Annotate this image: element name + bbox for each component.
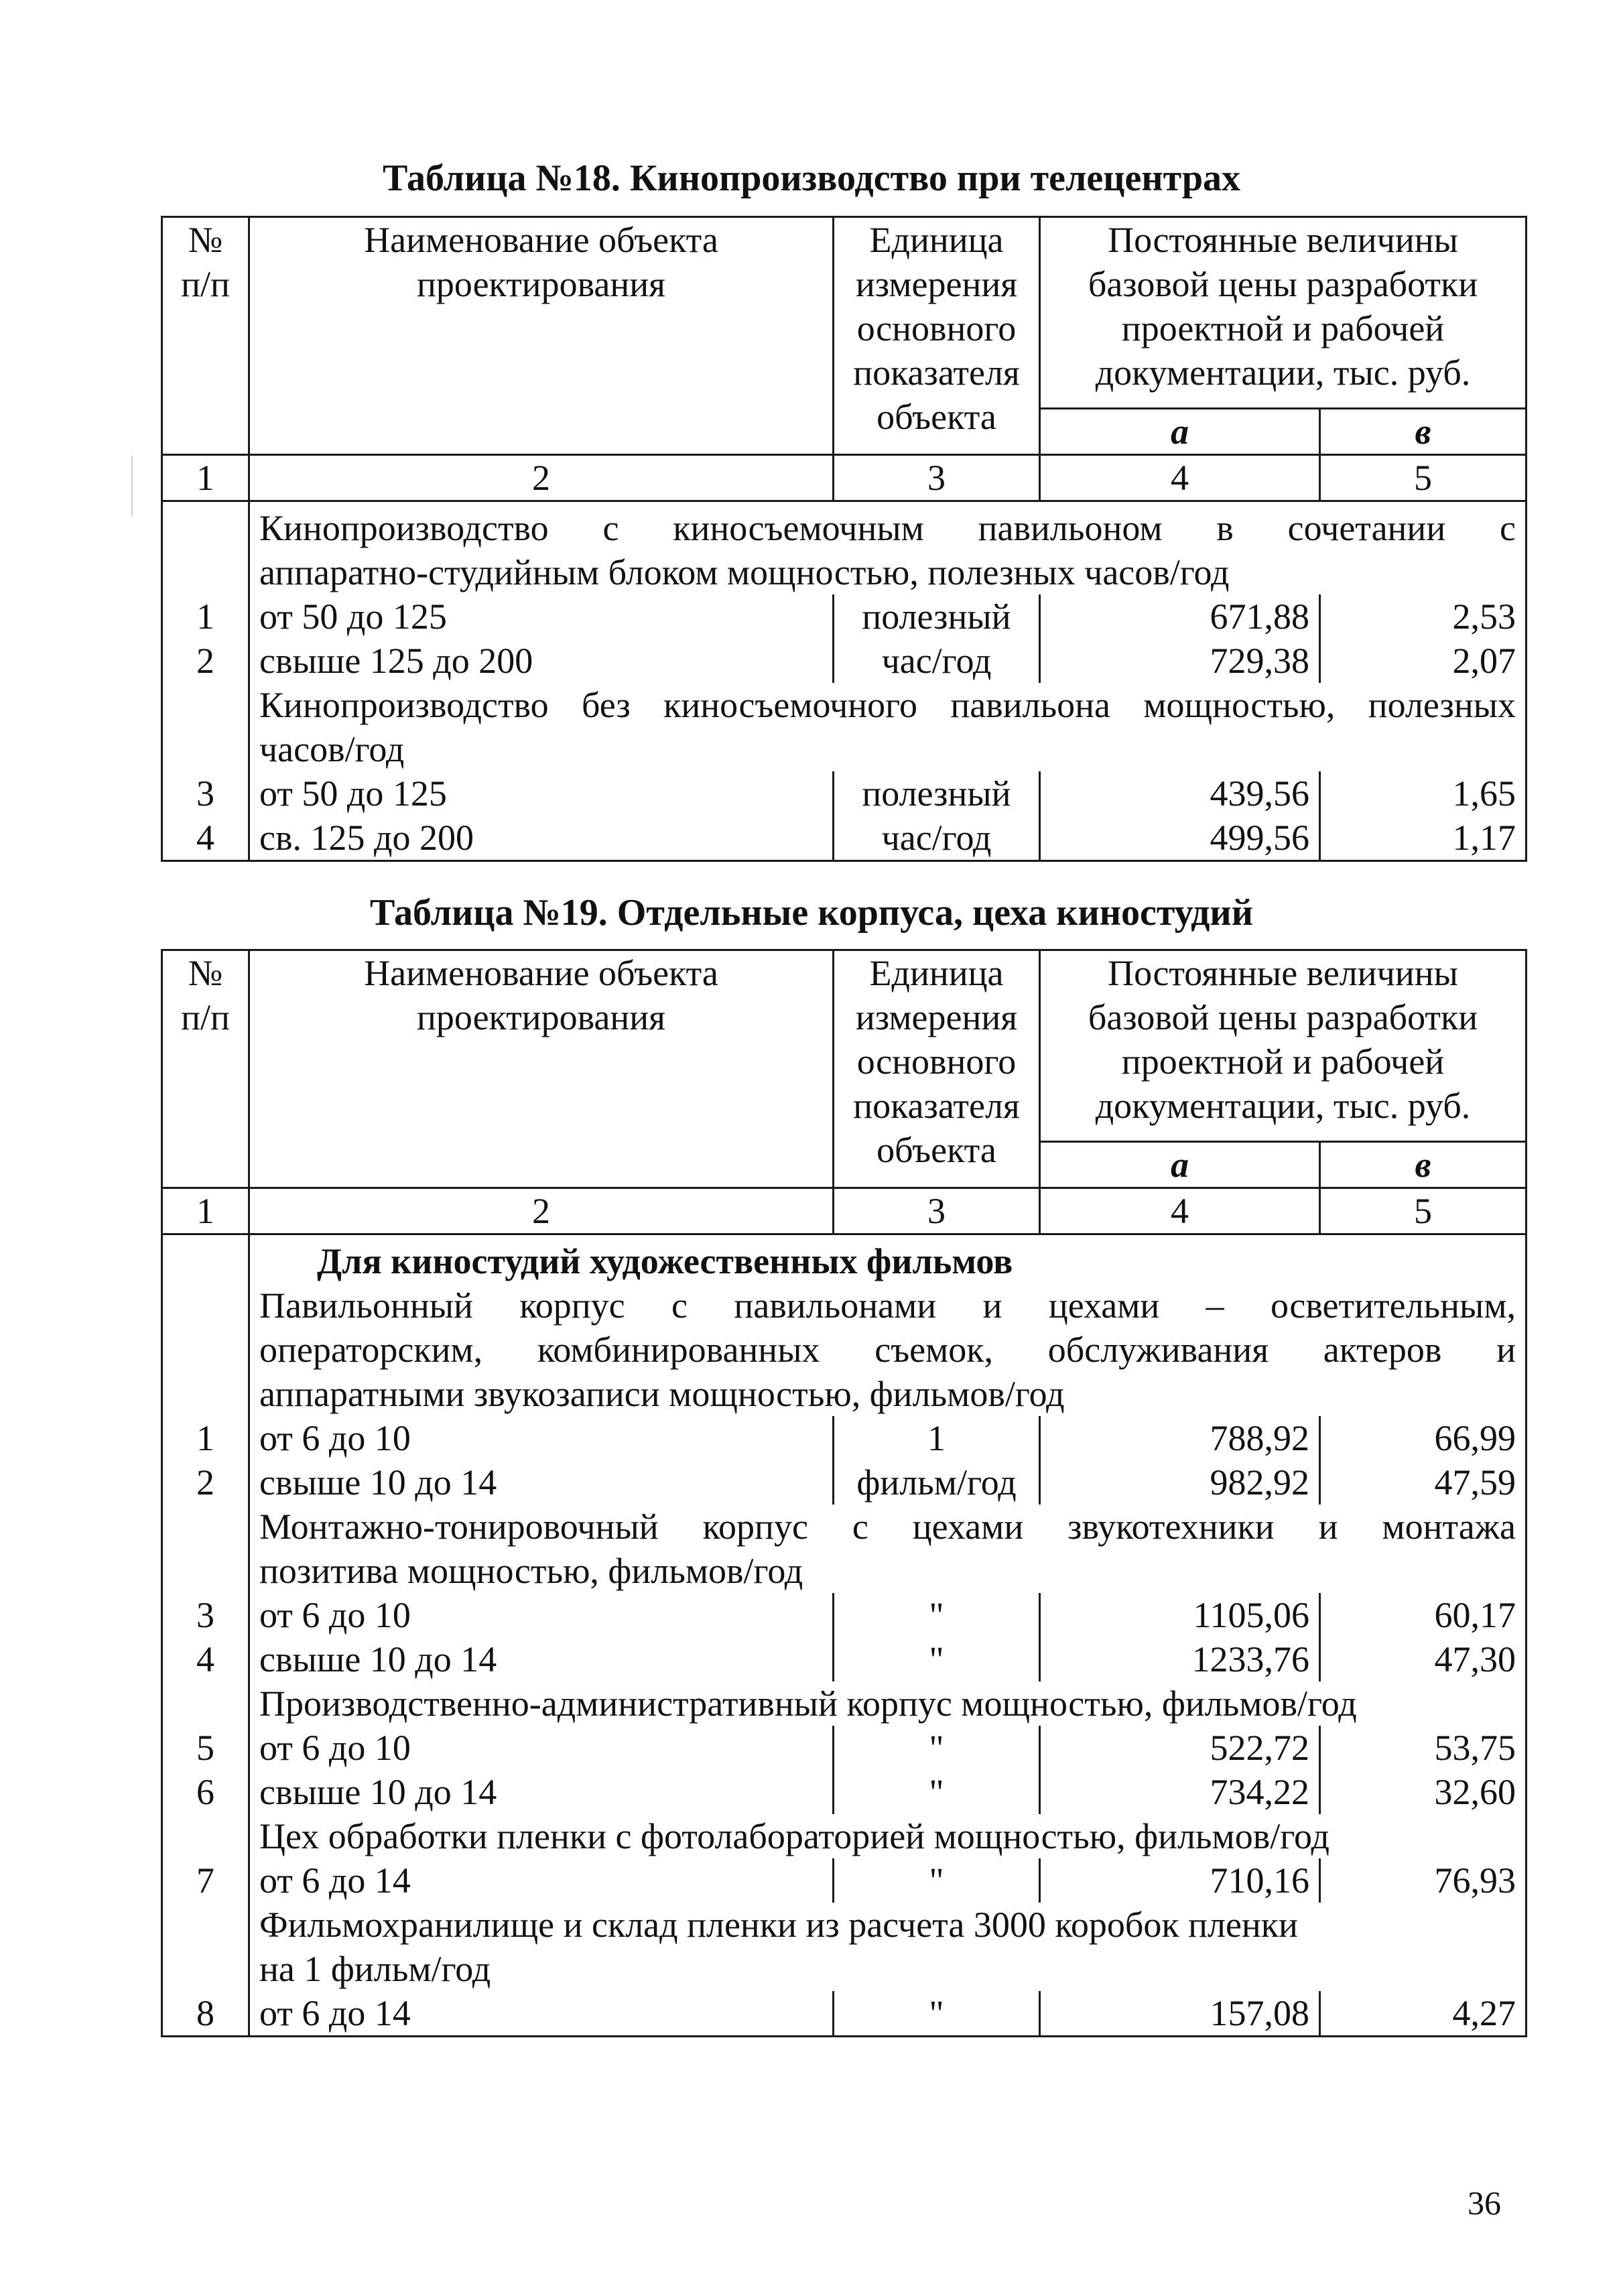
row-number: 1 [162, 1416, 249, 1460]
unit-cell: полезный [834, 594, 1040, 639]
section-heading: позитива мощностью, фильмов/год [249, 1549, 1527, 1593]
section-heading: Монтажно-тонировочный корпус с цехами звукотехники и монтажа [249, 1505, 1527, 1549]
table-row [162, 1770, 1527, 1814]
object-name: от 6 до 10 [249, 1416, 834, 1460]
row-number: 4 [162, 816, 249, 861]
table-row [162, 1460, 1527, 1505]
row-number: 6 [162, 1770, 249, 1814]
object-name: свыше 10 до 14 [249, 1770, 834, 1814]
value-b: 47,59 [1320, 1460, 1527, 1505]
value-a: 499,56 [1040, 816, 1320, 861]
value-b: 53,75 [1320, 1726, 1527, 1770]
header-unit: Единица измерения основного показателя объекта [834, 217, 1040, 455]
value-b: 4,27 [1320, 1991, 1527, 2037]
unit-cell: " [834, 1858, 1040, 1903]
section-heading-row [162, 1814, 1527, 1858]
unit-cell: фильм/год [834, 1460, 1040, 1505]
table-19-title: Таблица №19. Отдельные корпуса, цеха киностудий [370, 892, 1253, 934]
table-row [162, 1593, 1527, 1637]
value-a: 982,92 [1040, 1460, 1320, 1505]
column-number: 1 [162, 1188, 249, 1234]
unit-cell: " [834, 1726, 1040, 1770]
object-name: свыше 125 до 200 [249, 639, 834, 683]
table-18 [161, 216, 1527, 862]
table-18-title: Таблица №18. Кинопроизводство при телецентрах [383, 157, 1240, 199]
row-number [162, 1947, 249, 1991]
header-sub-b: в [1320, 1142, 1527, 1188]
table-19 [161, 949, 1527, 2037]
column-number: 2 [249, 1188, 834, 1234]
value-a: 710,16 [1040, 1858, 1320, 1903]
table-row [162, 816, 1527, 861]
column-number: 5 [1320, 455, 1527, 501]
row-number: 2 [162, 639, 249, 683]
section-heading-row [162, 683, 1527, 727]
row-number [162, 1549, 249, 1593]
unit-cell: 1 [834, 1416, 1040, 1460]
header-number: № п/п [162, 217, 249, 455]
column-number: 4 [1040, 1188, 1320, 1234]
row-number: 8 [162, 1991, 249, 2037]
value-a: 734,22 [1040, 1770, 1320, 1814]
value-a: 1105,06 [1040, 1593, 1320, 1637]
section-heading-row [162, 1903, 1527, 1947]
value-a: 788,92 [1040, 1416, 1320, 1460]
section-heading-row [162, 1328, 1527, 1372]
table-row [162, 1991, 1527, 2037]
section-heading-row [162, 1234, 1527, 1284]
object-name: от 50 до 125 [249, 594, 834, 639]
value-b: 1,65 [1320, 771, 1527, 816]
page-number: 36 [1468, 2184, 1501, 2222]
column-number: 5 [1320, 1188, 1527, 1234]
unit-cell: " [834, 1770, 1040, 1814]
column-number: 1 [162, 455, 249, 501]
row-number [162, 550, 249, 594]
row-number: 7 [162, 1858, 249, 1903]
row-number [162, 1372, 249, 1416]
section-heading-row [162, 1283, 1527, 1328]
value-a: 522,72 [1040, 1726, 1320, 1770]
value-b: 76,93 [1320, 1858, 1527, 1903]
row-number [162, 683, 249, 727]
row-number [162, 1234, 249, 1284]
section-heading-row [162, 1549, 1527, 1593]
row-number [162, 1283, 249, 1328]
value-b: 66,99 [1320, 1416, 1527, 1460]
unit-cell: " [834, 1593, 1040, 1637]
value-a: 439,56 [1040, 771, 1320, 816]
column-number: 4 [1040, 455, 1320, 501]
value-a: 729,38 [1040, 639, 1320, 683]
unit-cell: " [834, 1637, 1040, 1681]
header-unit: Единица измерения основного показателя объекта [834, 950, 1040, 1188]
table-row [162, 594, 1527, 639]
header-sub-a: а [1040, 1142, 1320, 1188]
object-name: от 6 до 14 [249, 1858, 834, 1903]
section-heading: операторским, комбинированных съемок, обслуживания актеров и [249, 1328, 1527, 1372]
object-name: св. 125 до 200 [249, 816, 834, 861]
table-row [162, 1858, 1527, 1903]
row-number [162, 1328, 249, 1372]
value-a: 157,08 [1040, 1991, 1320, 2037]
unit-cell: полезный [834, 771, 1040, 816]
row-number [162, 727, 249, 771]
header-sub-a: а [1040, 409, 1320, 455]
row-number [162, 1814, 249, 1858]
row-number [162, 501, 249, 551]
row-number: 2 [162, 1460, 249, 1505]
section-heading-row [162, 727, 1527, 771]
row-number: 5 [162, 1726, 249, 1770]
column-number: 2 [249, 455, 834, 501]
row-number [162, 1681, 249, 1726]
object-name: свыше 10 до 14 [249, 1637, 834, 1681]
row-number: 1 [162, 594, 249, 639]
object-name: от 6 до 14 [249, 1991, 834, 2037]
table-row [162, 1726, 1527, 1770]
unit-cell: " [834, 1991, 1040, 2037]
table-row [162, 771, 1527, 816]
section-heading: Производственно-административный корпус мощностью, фильмов/год [249, 1681, 1527, 1726]
value-b: 60,17 [1320, 1593, 1527, 1637]
section-heading-row [162, 1505, 1527, 1549]
section-heading: аппаратно-студийным блоком мощностью, полезных часов/год [249, 550, 1527, 594]
section-heading: Кинопроизводство без киносъемочного павильона мощностью, полезных [249, 683, 1527, 727]
object-name: свыше 10 до 14 [249, 1460, 834, 1505]
column-number: 3 [834, 1188, 1040, 1234]
table-row [162, 1416, 1527, 1460]
section-heading: Фильмохранилище и склад пленки из расчета 3000 коробок пленки [249, 1903, 1527, 1947]
table-row [162, 1637, 1527, 1681]
header-object-name: Наименование объекта проектирования [249, 950, 834, 1188]
value-a: 1233,76 [1040, 1637, 1320, 1681]
unit-cell: час/год [834, 816, 1040, 861]
object-name: от 50 до 125 [249, 771, 834, 816]
section-heading: Павильонный корпус с павильонами и цехами – осветительным, [249, 1283, 1527, 1328]
section-heading: Кинопроизводство с киносъемочным павильоном в сочетании с [249, 501, 1527, 551]
section-heading-row [162, 1681, 1527, 1726]
header-number: № п/п [162, 950, 249, 1188]
unit-cell: час/год [834, 639, 1040, 683]
margin-mark [131, 456, 133, 516]
section-heading: часов/год [249, 727, 1527, 771]
value-b: 2,53 [1320, 594, 1527, 639]
row-number: 3 [162, 771, 249, 816]
object-name: от 6 до 10 [249, 1726, 834, 1770]
value-b: 2,07 [1320, 639, 1527, 683]
header-sub-b: в [1320, 409, 1527, 455]
row-number [162, 1505, 249, 1549]
value-b: 32,60 [1320, 1770, 1527, 1814]
column-number: 3 [834, 455, 1040, 501]
section-title: Для киностудий художественных фильмов [249, 1234, 1527, 1284]
section-heading-row [162, 1372, 1527, 1416]
header-constant-values: Постоянные величины базовой цены разработки проектной и рабочей документации, тыс. руб. [1040, 217, 1527, 409]
section-heading-row [162, 550, 1527, 594]
object-name: от 6 до 10 [249, 1593, 834, 1637]
value-b: 47,30 [1320, 1637, 1527, 1681]
section-heading: на 1 фильм/год [249, 1947, 1527, 1991]
table-row [162, 639, 1527, 683]
header-object-name: Наименование объекта проектирования [249, 217, 834, 455]
value-a: 671,88 [1040, 594, 1320, 639]
row-number: 3 [162, 1593, 249, 1637]
section-heading-row [162, 1947, 1527, 1991]
value-b: 1,17 [1320, 816, 1527, 861]
header-constant-values: Постоянные величины базовой цены разработки проектной и рабочей документации, тыс. руб. [1040, 950, 1527, 1142]
section-heading: Цех обработки пленки с фотолабораторией мощностью, фильмов/год [249, 1814, 1527, 1858]
row-number: 4 [162, 1637, 249, 1681]
section-heading: аппаратными звукозаписи мощностью, фильмов/год [249, 1372, 1527, 1416]
row-number [162, 1903, 249, 1947]
section-heading-row [162, 501, 1527, 551]
